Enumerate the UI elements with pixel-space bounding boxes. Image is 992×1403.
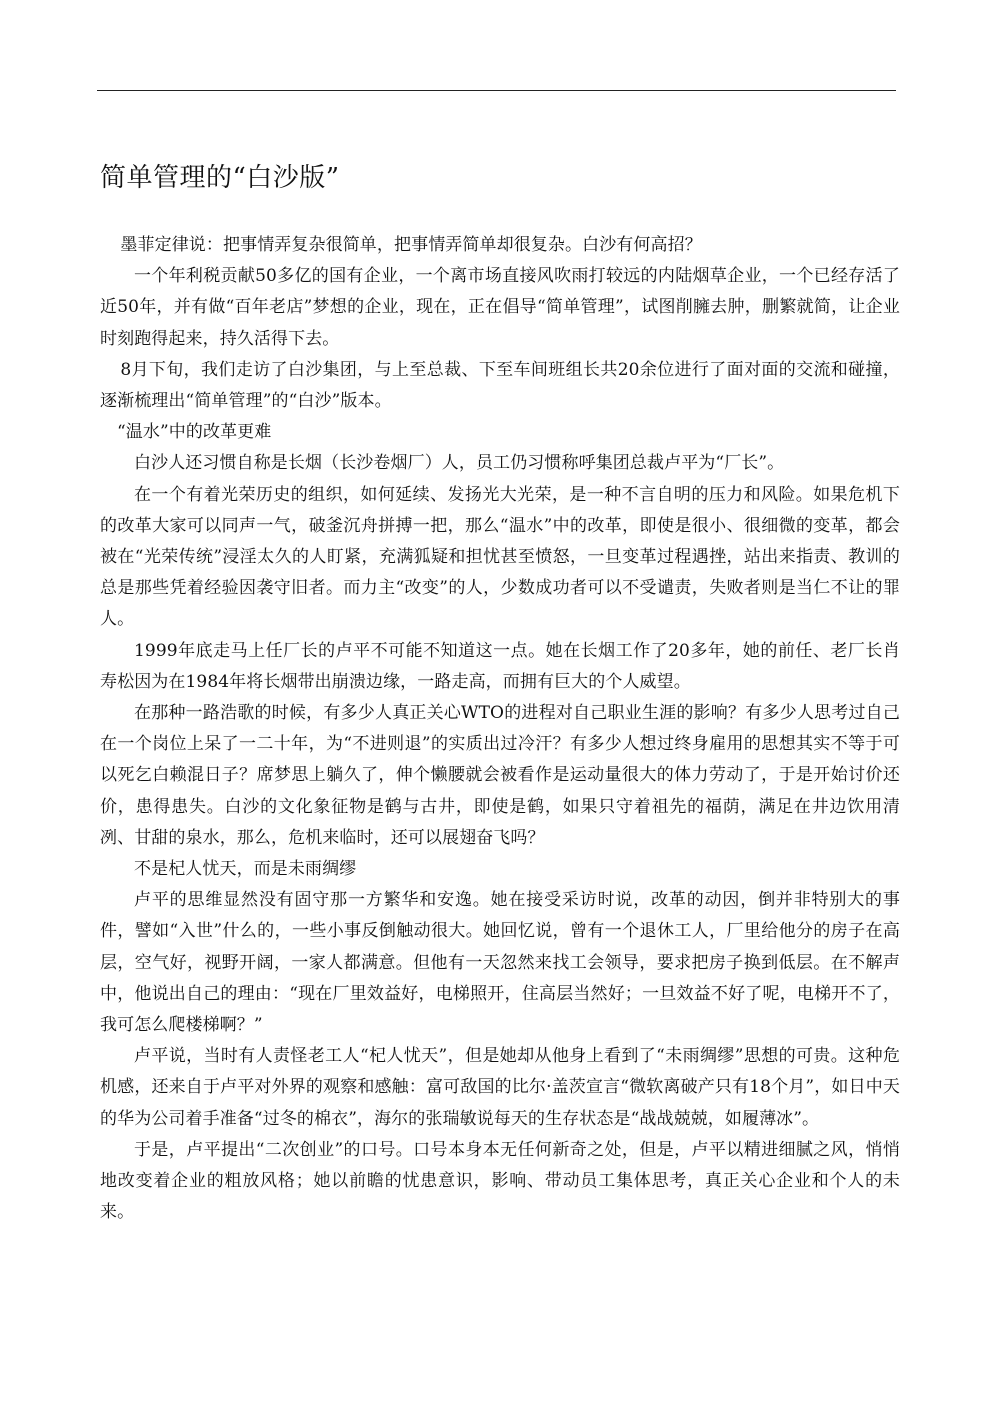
paragraph: 白沙人还习惯自称是长烟（长沙卷烟厂）人，员工仍习惯称呼集团总裁卢平为“厂长”。 bbox=[134, 453, 785, 474]
section-heading: 不是杞人忧天，而是未雨绸缪 bbox=[134, 859, 357, 880]
paragraph: 一个年利税贡献50多亿的国有企业，一个离市场直接风吹雨打较远的内陆烟草企业，一个已经存活了近50年，并有做“百年老店”梦想的企业，现在，正在倡导“简单管理”，试图削臃去肿，删繁就简，让企业时刻跑得起来，持久活得下去。 bbox=[100, 266, 900, 349]
article-title: 简单管理的“白沙版” bbox=[100, 163, 340, 193]
paragraph: 墨菲定律说：把事情弄复杂很简单，把事情弄简单却很复杂。白沙有何高招？ bbox=[120, 235, 702, 255]
paragraph: 卢平的思维显然没有固守那一方繁华和安逸。她在接受采访时说，改革的动因，倒并非特别大的事件，譬如“入世”什么的，一些小事反倒触动很大。她回忆说，曾有一个退休工人，厂里给他分的房子在高层，空气好，视野开阔，一家人都满意。但他有一天忽然来找工会领导，要求把房子换到低层。在不解声中，他说出自己的理由：“现在厂里效益好，电梯照开，住高层当然好；一旦效益不好了呢，电梯开不了，我可怎么爬楼梯啊？” bbox=[100, 890, 900, 1036]
paragraph: 8月下旬，我们走访了白沙集团，与上至总裁、下至车间班组长共20余位进行了面对面的交流和碰撞，逐渐梳理出“简单管理”的“白沙”版本。 bbox=[100, 359, 900, 412]
paragraph: 于是，卢平提出“二次创业”的口号。口号本身本无任何新奇之处，但是，卢平以精进细腻之风，悄悄地改变着企业的粗放风格；她以前瞻的忧患意识，影响、带动员工集体思考，真正关心企业和个人的未来。 bbox=[100, 1139, 900, 1223]
paragraph: 1999年底走马上任厂长的卢平不可能不知道这一点。她在长烟工作了20多年，她的前任、老厂长肖寿松因为在1984年将长烟带出崩溃边缘，一路走高，而拥有巨大的个人威望。 bbox=[100, 640, 900, 692]
paragraph: 在一个有着光荣历史的组织，如何延续、发扬光大光荣，是一种不言自明的压力和风险。如果危机下的改革大家可以同声一气，破釜沉舟拼搏一把，那么“温水”中的改革，即使是很小、很细微的变革，都会被在“光荣传统”浸淫太久的人盯紧，充满狐疑和担忧甚至愤怒，一旦变革过程遇挫，站出来指责、教训的总是那些凭着经验因袭守旧者。而力主“改变”的人，少数成功者可以不受谴责，失败者则是当仁不让的罪人。 bbox=[100, 484, 900, 630]
header-rule bbox=[97, 90, 896, 91]
section-heading: “温水”中的改革更难 bbox=[117, 422, 272, 443]
paragraph: 卢平说，当时有人责怪老工人“杞人忧天”，但是她却从他身上看到了“未雨绸缪”思想的可贵。这种危机感，还来自于卢平对外界的观察和感触：富可敌国的比尔·盖茨宣言“微软离破产只有18个月”，如日中天的华为公司着手准备“过冬的棉衣”，海尔的张瑞敏说每天的生存状态是“战战兢兢，如履薄冰”。 bbox=[100, 1046, 900, 1129]
paragraph: 在那种一路浩歌的时候，有多少人真正关心WTO的进程对自己职业生涯的影响？有多少人思考过自己在一个岗位上呆了一二十年，为“不进则退”的实质出过冷汗？有多少人想过终身雇用的思想其实不等于可以死乞白赖混日子？席梦思上躺久了，伸个懒腰就会被看作是运动量很大的体力劳动了，于是开始讨价还价，患得患失。白沙的文化象征物是鹤与古井，即使是鹤，如果只守着祖先的福荫，满足在井边饮用清冽、甘甜的泉水，那么，危机来临时，还可以展翅奋飞吗？ bbox=[100, 703, 900, 848]
article-body bbox=[100, 230, 900, 1229]
